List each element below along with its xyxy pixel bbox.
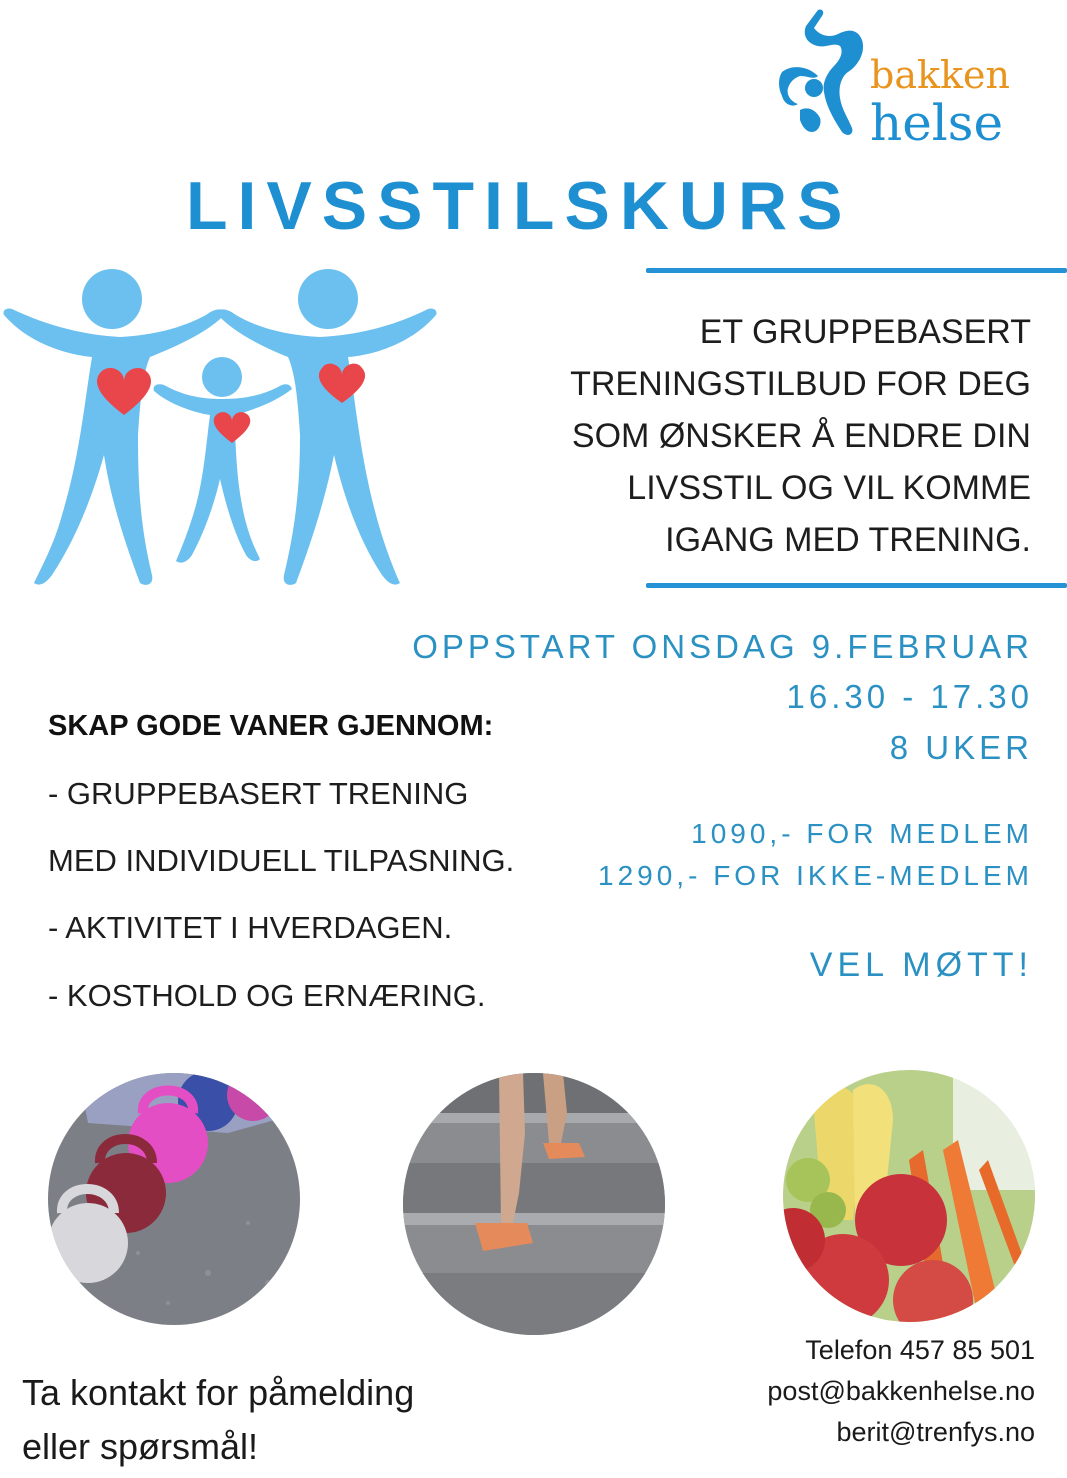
- welcome-text: VEL MØTT!: [809, 946, 1033, 984]
- divider-top: [646, 268, 1067, 273]
- logo-text-bakken: bakken: [870, 53, 1010, 97]
- course-start-date: OPPSTART ONSDAG 9.FEBRUAR: [412, 628, 1033, 665]
- intro-line: LIVSSTIL OG VIL KOMME: [627, 469, 1031, 507]
- price-non-member: 1290,- FOR IKKE-MEDLEM: [598, 860, 1033, 891]
- course-time: 16.30 - 17.30: [786, 678, 1033, 715]
- white-kettlebell-icon: [48, 1203, 128, 1283]
- bakken-helse-logo: [778, 6, 1018, 156]
- contact-email-post[interactable]: post@bakkenhelse.no: [767, 1376, 1035, 1406]
- intro-line: IGANG MED TRENING.: [665, 521, 1031, 559]
- page-title: LIVSSTILSKURS: [186, 168, 853, 244]
- divider-bottom: [646, 583, 1067, 588]
- stairs-photo: [403, 1073, 665, 1335]
- cta-line: eller spørsmål!: [22, 1426, 259, 1467]
- logo-text-helse: helse: [870, 94, 1004, 152]
- intro-line: TRENINGSTILBUD FOR DEG: [570, 365, 1031, 403]
- intro-paragraph: [511, 306, 1031, 566]
- contact-email-berit[interactable]: berit@trenfys.no: [836, 1417, 1035, 1447]
- habit-item: MED INDIVIDUELL TILPASNING.: [48, 843, 515, 878]
- contact-call-to-action: [22, 1366, 414, 1474]
- gymnast-logo-icon: [778, 6, 878, 146]
- contact-phone[interactable]: Telefon 457 85 501: [805, 1335, 1035, 1365]
- course-duration: 8 UKER: [889, 729, 1033, 766]
- kettlebells-photo: [48, 1073, 300, 1325]
- habit-item: - GRUPPEBASERT TRENING: [48, 776, 469, 811]
- habits-heading: SKAP GODE VANER GJENNOM:: [48, 710, 494, 742]
- price-member: 1090,- FOR MEDLEM: [691, 818, 1033, 849]
- habit-item: - AKTIVITET I HVERDAGEN.: [48, 910, 453, 945]
- child-head-icon: [202, 357, 242, 397]
- habit-item: - KOSTHOLD OG ERNÆRING.: [48, 978, 486, 1013]
- fruit-vegetables-photo: [783, 1070, 1035, 1322]
- intro-line: SOM ØNSKER Å ENDRE DIN: [571, 417, 1031, 455]
- adult-left-head-icon: [82, 269, 142, 329]
- cta-line: Ta kontakt for påmelding: [22, 1372, 415, 1413]
- family-illustration: [0, 265, 450, 595]
- adult-right-head-icon: [298, 269, 358, 329]
- intro-line: ET GRUPPEBASERT: [699, 313, 1031, 351]
